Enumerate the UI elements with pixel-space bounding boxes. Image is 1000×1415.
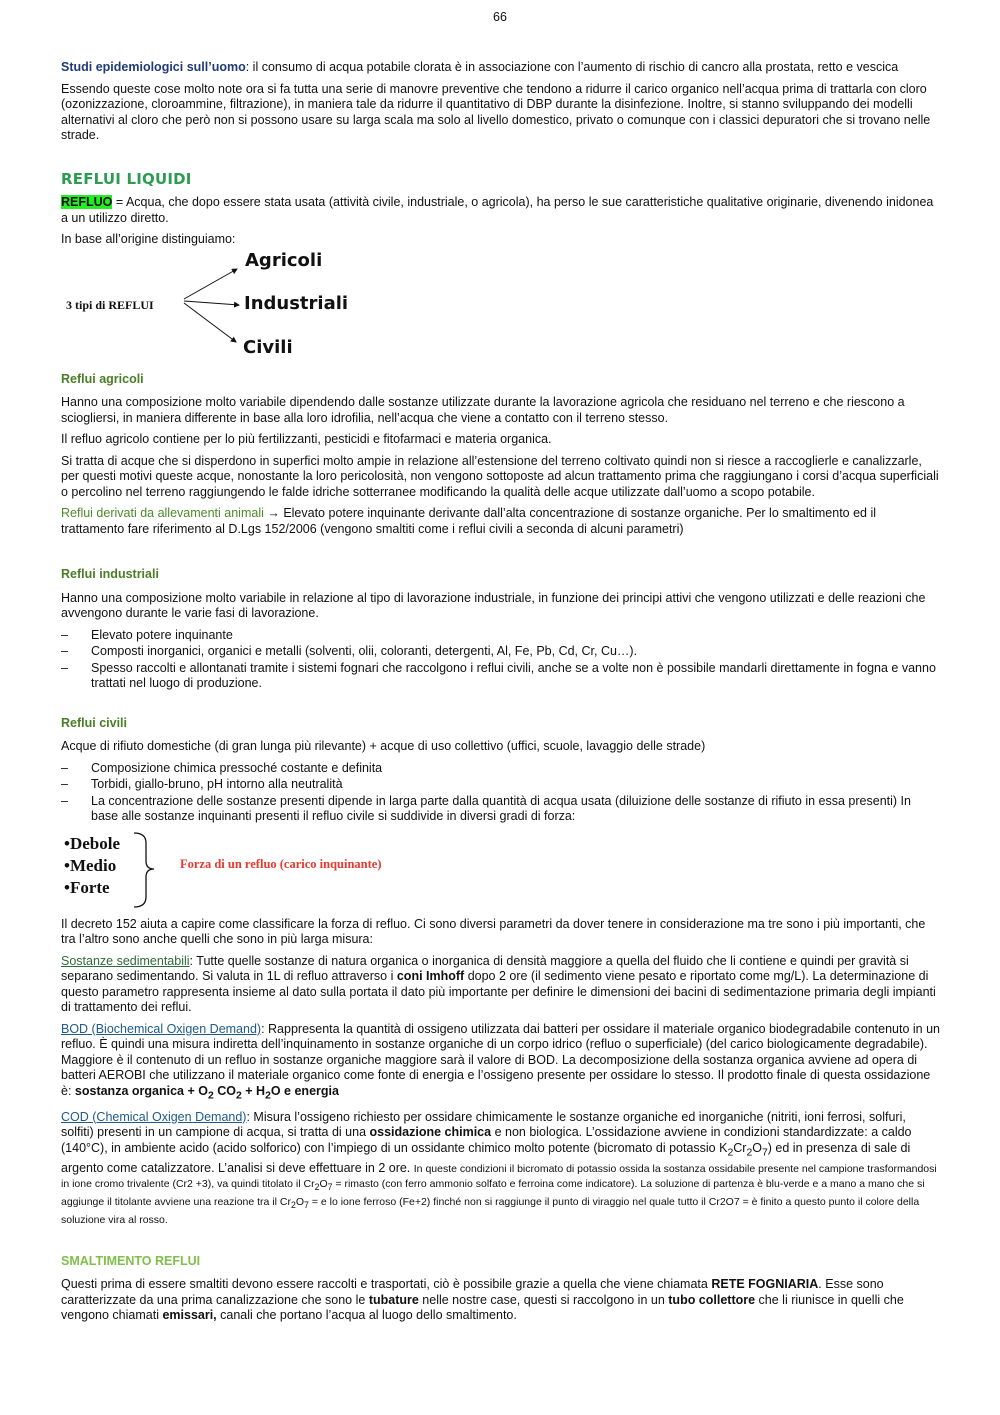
civili-list	[61, 761, 941, 825]
cod-small-text: = rimasto (con ferro ammonio solfato e ferroina come indicatore). La soluzione di partenza è blu-verde e a mano a mano che si aggiunge il titolante avviene una reazione tra il Cr	[61, 1178, 925, 1209]
force-level-medio: •Medio	[64, 855, 117, 875]
agricoli-paragraph-4	[61, 506, 941, 537]
origin-intro: In base all’origine distinguiamo:	[61, 232, 236, 246]
document-body	[61, 60, 941, 1330]
cod-sub: 7	[327, 1182, 333, 1193]
refluo-definition	[61, 195, 941, 226]
smaltimento-text: . Esse sono caratterizzate da una prima canalizzazione che sono le	[61, 1277, 884, 1307]
list-item: – Composizione chimica pressoché costante e definita	[61, 761, 941, 777]
smaltimento-text: nelle nostre case, questi si raccolgono in un	[418, 1292, 669, 1307]
bod-text: : Rappresenta la quantità di ossigeno utilizzata dai batteri per ossidare il materiale organico biodegradabile contenuto in un refluo. È quindi una misura indiretta dell’inquinamento in sostanze organiche di un corpo idrico (refluo o superficiale) (del carico biologicamente degradabile). Maggiore è il contenuto di un refluo in sostanze organiche maggiore sarà il valore di BOD. La decomposizione della sostanza organica avviene ad opera di batteri AEROBI che utilizzano il materiale organico come fonte di energia e l’ossigeno presente per ossidare lo stesso. Il prodotto finale di questa ossidazione è:	[61, 1021, 940, 1098]
smaltimento-heading: SMALTIMENTO REFLUI	[61, 1253, 201, 1268]
tubature: tubature	[368, 1292, 419, 1307]
cod-text-a: : Misura l’ossigeno richiesto per ossidare chimicamente le sostanze organiche ed inorganiche (nitriti, ioni ferrosi, solfuri, solfiti) presenti in un campione di acqua, si tratta di una	[61, 1109, 906, 1139]
force-level-debole: •Debole	[64, 833, 120, 853]
bod-formula-part: CO	[213, 1083, 236, 1098]
reflui-civili-heading: Reflui civili	[61, 715, 127, 730]
reflui-types-diagram	[61, 249, 461, 366]
sedimentabili-text-b: dopo 2 ore (il sedimento viene pesato e riportato come mg/L). La determinazione di questo parametro rappresenta insieme al dato sulla portata il dato più importante per definire le dimensioni dei bacini di sedimentazione primaria degli impianti di trattamento dei reflui.	[61, 969, 936, 1014]
cod-sub: 7	[761, 1147, 768, 1158]
list-item: – Elevato potere inquinante	[61, 628, 941, 644]
sedimentabili-paragraph	[61, 954, 941, 1016]
bod-formula-sub: 2	[235, 1090, 242, 1101]
curly-brace-icon	[132, 831, 162, 911]
list-item: – Composti inorganici, organici e metalli (solventi, olii, coloranti, detergenti, Al, Fe, Pb, Cd, Cr, Cu…).	[61, 644, 941, 660]
cod-text-c: Cr	[733, 1140, 747, 1155]
cod-sub: 2	[746, 1147, 753, 1158]
diagram-branch-agricoli: Agricoli	[245, 249, 323, 271]
reflui-agricoli-heading: Reflui agricoli	[61, 371, 144, 386]
industriali-paragraph-1: Hanno una composizione molto variabile in relazione al tipo di lavorazione industriale, in funzione dei principi attivi che vengono utilizzati e delle reazioni che avvengono durante le varie fasi di lavorazione.	[61, 590, 926, 620]
force-diagram	[61, 831, 461, 911]
refluo-definition-text: = Acqua, che dopo essere stata usata (attività civile, industriale, o agricola), ha perso le sue caratteristiche qualitative originarie, divenendo inidonea a un utilizzo diretto.	[61, 195, 934, 225]
cod-text-d: O	[752, 1140, 762, 1155]
bod-formula-part: + H	[241, 1083, 266, 1098]
page-number: 66	[493, 10, 507, 24]
cod-sub: 7	[304, 1200, 309, 1211]
civili-paragraph-1: Acque di rifiuto domestiche (di gran lunga più rilevante) + acque di uso collettivo (uffici, scuole, lavaggio delle strade)	[61, 739, 706, 753]
smaltimento-text: canali che portano l’acqua al luogo dello smaltimento.	[216, 1308, 517, 1323]
bod-formula-part: sostanza organica + O	[74, 1083, 208, 1098]
smaltimento-paragraph	[61, 1277, 941, 1324]
cod-text-e: ) ed in presenza di sale di argento come catalizzatore. L’analisi si deve effettuare in 2 ore.	[61, 1140, 911, 1175]
decreto-paragraph: Il decreto 152 aiuta a capire come classificare la forza di refluo. Ci sono diversi parametri da dover tenere in considerazione ma tre sono i più importanti, che tra l’altro sono anche quelli che sono in più larga misura:	[61, 916, 926, 946]
bod-formula	[74, 1083, 339, 1101]
bod-term: BOD (Biochemical Oxigen Demand)	[61, 1021, 262, 1036]
force-label: Forza di un refluo (carico inquinante)	[180, 856, 382, 871]
cod-sub: 2	[314, 1182, 320, 1193]
tubo-collettore: tubo collettore	[668, 1292, 756, 1307]
cod-term: COD (Chemical Oxigen Demand)	[61, 1109, 247, 1124]
smaltimento-text: che li riunisce in quelli che vengono chiamati	[61, 1292, 904, 1323]
diagram-branch-industriali: Industriali	[244, 292, 349, 314]
cod-small-text: = e lo ione ferroso (Fe+2) finché non si raggiunge il punto di viraggio nel quale tutto il Cr2O7 = è finito a questo punto il colore della soluzione vira al rosso.	[61, 1196, 920, 1227]
agricoli-paragraph-1: Hanno una composizione molto variabile dipendendo dalle sostanze utilizzate durante la lavorazione agricola che residuano nel terreno e che riescono a sciogliersi, in maniera differente in base alla loro idrofilia, nell’acqua che viene a contatto con il terreno stesso.	[61, 395, 905, 425]
cod-small-text: O	[295, 1196, 305, 1209]
reflui-liquidi-heading: REFLUI LIQUIDI	[61, 169, 192, 188]
bod-formula-sub: 2	[207, 1090, 214, 1101]
rete-fogniaria: RETE FOGNIARIA	[711, 1277, 819, 1292]
agricoli-paragraph-2: Il refluo agricolo contiene per lo più fertilizzanti, pesticidi e fitofarmaci e materia organica.	[61, 432, 552, 446]
smaltimento-text: Questi prima di essere smaltiti devono essere raccolti e trasportati, ciò è possibile grazie a quella che viene chiamata	[61, 1277, 712, 1292]
bod-formula-part: O e energia	[270, 1083, 339, 1098]
ossidazione-chimica: ossidazione chimica	[369, 1125, 492, 1139]
sedimentabili-text-a: : Tutte quelle sostanze di natura organica o inorganica di densità maggiore a quella del fluido che li contiene e quindi per gravità si separano sedimentando. Si valuta in 1L di refluo attraverso i	[61, 953, 909, 983]
list-item: – Spesso raccolti e allontanati tramite i sistemi fognari che raccolgono i reflui civili, anche se a volte non è possibile mandarli direttamente in fogna e vanno trattati nel luogo di produzione.	[61, 661, 941, 692]
cod-small-text: In queste condizioni il bicromato di potassio ossida la sostanza ossidabile presente nel campione trasformandosi in ione cromo trivalente (Cr2 +3), va quindi titolato il Cr	[61, 1162, 937, 1190]
industriali-list	[61, 628, 941, 692]
cod-paragraph	[61, 1110, 941, 1228]
list-item: – Torbidi, giallo-bruno, pH intorno alla neutralità	[61, 777, 941, 793]
cod-text-b: e non biologica. L’ossidazione avviene in condizioni standardizzate: a caldo (140°C), in ambiente acido (acido solforico) con l’impiego di un ossidante chimico molto potente (bicromato di potassio K	[61, 1125, 912, 1155]
list-item: – La concentrazione delle sostanze presenti dipende in larga parte dalla quantità di acqua usata (diluizione delle sostanze di rifiuto in essa presenti) In base alle sostanze inquinanti presenti il refluo civile si suddivide in diversi gradi di forza:	[61, 794, 941, 825]
epidemiology-text: : il consumo di acqua potabile clorata è in associazione con l’aumento di rischio di cancro alla prostata, retto e vescica	[245, 60, 899, 74]
cod-sub: 2	[727, 1147, 734, 1158]
agricoli-paragraph-3: Si tratta di acque che si disperdono in superfici molto ampie in relazione all’estensione del terreno coltivato quindi non si riesce a raccoglierle e canalizzarle, per questi motivi queste acque, nonostante la loro pericolosità, non vengono sottoposte ad alcun trattamento prima che raggiungano i corsi d’acqua superficiali o percolino nel terreno raggiungendo le falde idriche sotterranee modificando la qualità delle acque utilizzate dall’uomo a scopo potabile.	[61, 453, 939, 499]
allevamenti-text: → Elevato potere inquinante derivante dall’alta concentrazione di sostanze organiche. Per lo smaltimento ed il trattamento fare riferimento al D.Lgs 152/2006 (vengono smaltiti come i reflui civili a seconda di alcuni parametri)	[61, 506, 877, 536]
epidemiology-paragraph	[61, 60, 941, 76]
epidemiology-title: Studi epidemiologici sull’uomo	[61, 60, 246, 74]
cod-small-text: O	[319, 1178, 328, 1190]
bod-paragraph	[61, 1022, 941, 1104]
coni-imhoff: coni Imhoff	[396, 969, 465, 983]
prevention-paragraph: Essendo queste cose molto note ora si fa tutta una serie di manovre preventive che tendono a ridurre il carico organico nell’acqua prima di trattarla con cloro (ozonizzazione, cloroammine, filtrazione), in maniera tale da ridurre il quantitativo di DBP durante la disinfezione. Inoltre, si stanno sviluppando dei modelli alternativi al cloro che però non si possono usare su larga scala ma solo al livello domestico, privato o comunque con i classici depuratori che si trovano nelle strade.	[61, 81, 931, 142]
allevamenti-lead: Reflui derivati da allevamenti animali	[61, 506, 264, 520]
reflui-industriali-heading: Reflui industriali	[61, 567, 159, 581]
refluo-term: REFLUO	[61, 195, 113, 209]
force-level-forte: •Forte	[64, 877, 110, 897]
sedimentabili-term: Sostanze sedimentabili	[61, 953, 190, 968]
emissari: emissari,	[162, 1308, 217, 1323]
diagram-branch-civili: Civili	[243, 336, 293, 358]
diagram-root-label: 3 tipi di REFLUI	[66, 297, 154, 312]
cod-sub: 2	[290, 1200, 296, 1211]
bod-formula-sub: 2	[265, 1090, 271, 1101]
